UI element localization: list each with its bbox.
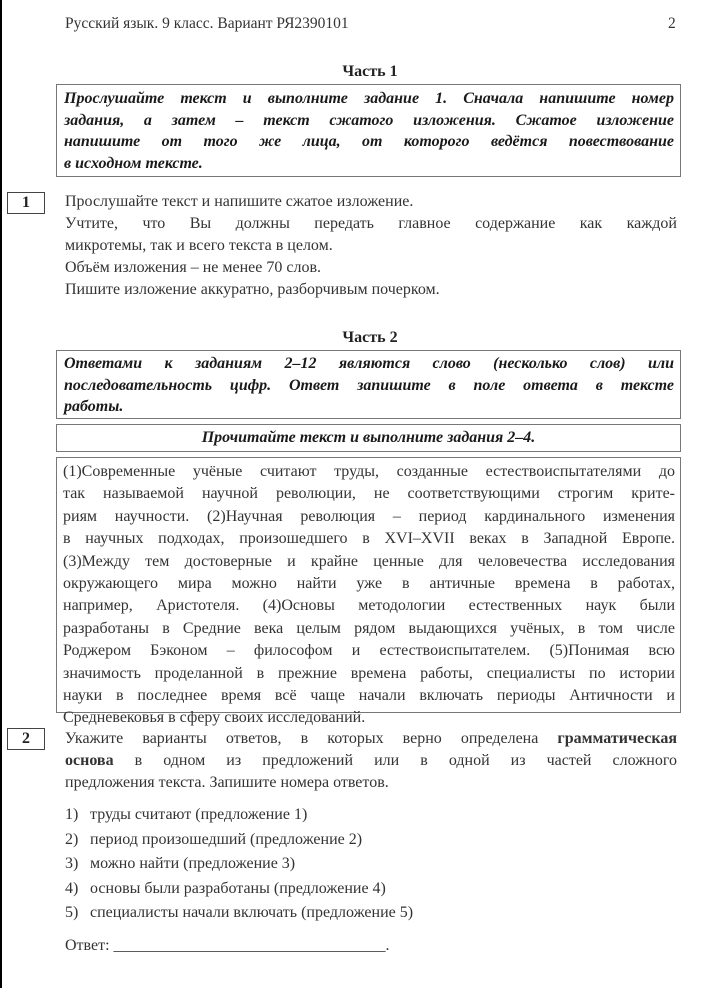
task-number-box-2: 2 (7, 728, 45, 750)
task2-prompt-line-3: предложения текста. Запишите номера ответов. (65, 774, 389, 791)
page-number: 2 (668, 15, 676, 32)
task2-bold-term: грамматическая (557, 730, 677, 747)
answer-option (65, 901, 413, 926)
passage-line: (3)Между тем достоверные и крайне ценные для человечества исследования (63, 552, 675, 570)
answer-option (65, 852, 413, 877)
part1-instruction-box (56, 84, 681, 177)
reading-passage-box (56, 457, 681, 727)
option-number: 5) (65, 904, 79, 922)
passage-line: Роджером Бэконом – философом и естествоиспытателем. (5)Понимая всю (63, 642, 675, 660)
part1-instruction-line: задания, а затем – текст сжатого изложения. Сжатое изложение (64, 111, 674, 129)
passage-line: окружающего мира можно найти уже в античные времена в работах, (63, 575, 675, 593)
task2-prompt-line-1 (65, 728, 677, 750)
passage-line: в научных подходах, произошедшего в XVI–XVII веках в Западной Европе. (63, 530, 675, 548)
read-instruction: Прочитайте текст и выполните задания 2–4. (201, 429, 536, 446)
answer-line (65, 937, 390, 955)
task-number-box-1: 1 (7, 192, 45, 214)
option-text: можно найти (предложение 3) (90, 855, 296, 873)
task2-bold-term: основа (65, 752, 114, 769)
task2-prompt-text: Укажите варианты ответов, в которых верно определена (65, 730, 539, 747)
task1-line: Объём изложения – не менее 70 слов. (65, 259, 321, 276)
task1-line: микротемы, так и всего текста в целом. (65, 237, 333, 254)
option-text: специалисты начали включать (предложение 5) (90, 904, 414, 922)
task2-prompt-text: в одном из предложений или в одной из частей сложного (134, 752, 677, 769)
option-number: 4) (65, 879, 79, 897)
passage-line: науки в последнее время всё чаще начали включать периоды Античности и (63, 687, 675, 705)
option-number: 3) (65, 855, 79, 873)
passage-line: разработаны в Средние века целым рядом выдающихся учёных, в том числе (63, 619, 675, 637)
answer-options-list (65, 803, 413, 926)
passage-line: значимость проделанной в прежние времена работы, специалисты по истории (63, 664, 675, 682)
task2-prompt (65, 728, 677, 794)
part2-instruction-line: работы. (64, 398, 124, 415)
task1-line: Пишите изложение аккуратно, разборчивым почерком. (65, 281, 440, 298)
left-page-edge (0, 0, 2, 988)
passage-line: например, Аристотеля. (4)Основы методологии естественных наук были (63, 597, 675, 615)
answer-option (65, 877, 413, 902)
task1-line: Учтите, что Вы должны передать главное содержание как каждой (65, 215, 677, 232)
option-number: 1) (65, 806, 79, 823)
part2-instruction-line: Ответами к заданиям 2–12 являются слово (несколько слов) или (64, 355, 674, 372)
answer-option (65, 803, 413, 828)
answer-option (65, 828, 413, 853)
option-text: основы были разработаны (предложение 4) (90, 879, 386, 897)
part2-title: Часть 2 (342, 329, 398, 346)
page-header-title: Русский язык. 9 класс. Вариант РЯ2390101 (65, 15, 349, 32)
part2-instruction-box (56, 350, 681, 419)
read-instruction-box (56, 424, 681, 452)
answer-blank-field[interactable]: __________________________________. (113, 937, 390, 954)
task2-prompt-line-2 (65, 750, 677, 772)
part1-instruction-line: напишите от того же лица, от которого ведётся повествование (64, 133, 674, 150)
task1-text (65, 191, 677, 301)
part1-instruction-line: в исходном тексте. (64, 154, 203, 172)
passage-line: риям научности. (2)Научная революция – период кардинального изменения (63, 507, 675, 525)
option-text: труды считают (предложение 1) (90, 806, 308, 823)
answer-label: Ответ: (65, 937, 110, 954)
part1-title: Часть 1 (342, 63, 398, 80)
passage-line: так называемой научной революции, не соответствующими строгим крите- (63, 485, 675, 503)
option-text: период произошедший (предложение 2) (90, 830, 363, 848)
part1-instruction-line: Прослушайте текст и выполните задание 1. Сначала напишите номер (64, 90, 674, 107)
passage-line: (1)Современные учёные считают труды, созданные естествоиспытателями до (63, 463, 675, 480)
passage-line: Средневековья в сферу своих исследований. (63, 709, 366, 727)
option-number: 2) (65, 830, 79, 848)
task1-line: Прослушайте текст и напишите сжатое изложение. (65, 193, 414, 210)
part2-instruction-line: последовательность цифр. Ответ запишите в поле ответа в тексте (64, 376, 674, 394)
